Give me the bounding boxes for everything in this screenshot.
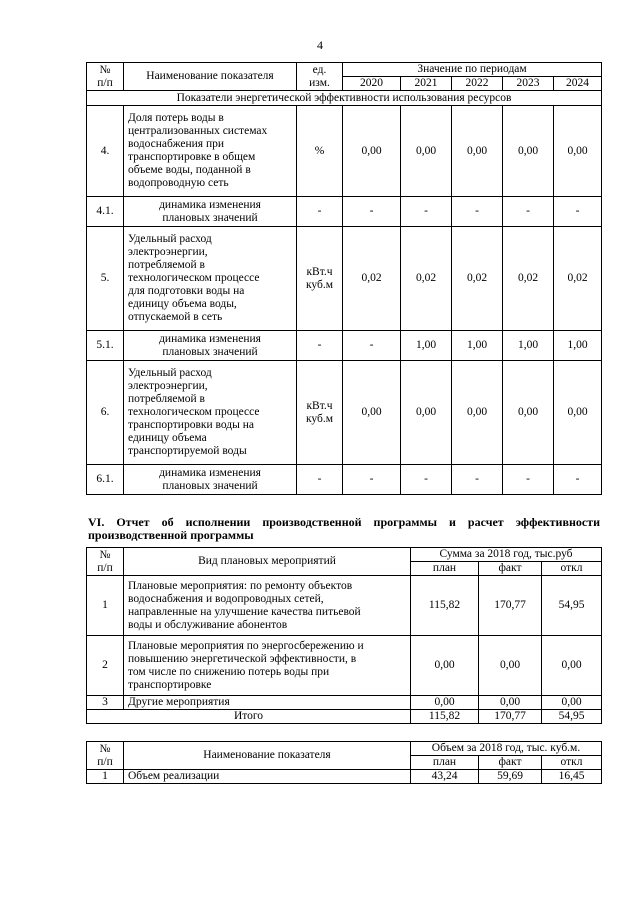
row-value: 0,00 (554, 361, 602, 465)
row-num: 6.1. (87, 465, 124, 495)
header-num: № п/п (87, 742, 124, 770)
header-name: Наименование показателя (124, 742, 411, 770)
header-name: Вид плановых мероприятий (124, 548, 411, 576)
header-col: откл (542, 562, 602, 576)
header-year: 2021 (401, 77, 452, 91)
row-name: динамика изменения плановых значений (124, 331, 297, 361)
row-value: - (401, 197, 452, 227)
row-value: 0,00 (452, 361, 503, 465)
header-year: 2020 (343, 77, 401, 91)
header-num: № п/п (87, 63, 124, 91)
table-row (87, 696, 602, 710)
row-value: 1,00 (452, 331, 503, 361)
row-value: 0,00 (343, 361, 401, 465)
header-col: план (411, 756, 479, 770)
total-row (87, 710, 602, 724)
header-year: 2024 (554, 77, 602, 91)
row-value: - (503, 197, 554, 227)
row-value: 0,00 (401, 361, 452, 465)
row-value: 0,00 (503, 361, 554, 465)
row-value: 0,00 (542, 636, 602, 696)
row-num: 3 (87, 696, 124, 710)
section-title: VI. Отчет об исполнении производственной программы и расчет эффективности производственной программы (88, 515, 600, 542)
table-header-row (87, 548, 602, 562)
row-name: динамика изменения плановых значений (124, 197, 297, 227)
header-col: откл (542, 756, 602, 770)
row-value: 1,00 (401, 331, 452, 361)
table-row (87, 576, 602, 636)
program-report-table (86, 547, 602, 724)
row-value: 0,00 (411, 636, 479, 696)
row-value: 0,00 (401, 106, 452, 197)
row-value: 115,82 (411, 576, 479, 636)
table-header-row (87, 742, 602, 756)
row-value: 0,00 (343, 106, 401, 197)
row-value: 1,00 (503, 331, 554, 361)
row-name: динамика изменения плановых значений (124, 465, 297, 495)
total-value: 54,95 (542, 710, 602, 724)
row-name: Плановые мероприятия по энергосбережению и повышению энергетической эффективности, в том числе по снижению потерь воды при транспортировке (124, 636, 411, 696)
row-value: 0,02 (503, 227, 554, 331)
row-value: 0,02 (452, 227, 503, 331)
table-row (87, 106, 602, 197)
table-row (87, 331, 602, 361)
table-row (87, 770, 602, 784)
row-unit: - (297, 465, 343, 495)
row-unit: кВт.ч куб.м (297, 227, 343, 331)
header-col: факт (479, 756, 542, 770)
row-value: 0,02 (343, 227, 401, 331)
table-row (87, 636, 602, 696)
table-row (87, 465, 602, 495)
row-value: - (343, 331, 401, 361)
header-year: 2023 (503, 77, 554, 91)
total-value: 170,77 (479, 710, 542, 724)
row-value: - (554, 465, 602, 495)
row-name: Плановые мероприятия: по ремонту объектов водоснабжения и водопроводных сетей, направленные на улучшение качества питьевой воды и обслуживание абонентов (124, 576, 411, 636)
row-unit: - (297, 197, 343, 227)
row-name: Другие мероприятия (124, 696, 411, 710)
row-num: 2 (87, 636, 124, 696)
row-value: 0,02 (554, 227, 602, 331)
row-num: 1 (87, 576, 124, 636)
row-value: 0,00 (479, 636, 542, 696)
row-value: 16,45 (542, 770, 602, 784)
row-name: Доля потерь воды в централизованных системах водоснабжения при транспортировке в общем объеме воды, поданной в водопроводную сеть (124, 106, 297, 197)
row-value: - (452, 197, 503, 227)
table-header-row (87, 63, 602, 77)
row-value: - (343, 465, 401, 495)
header-col: план (411, 562, 479, 576)
section-label: Показатели энергетической эффективности использования ресурсов (87, 91, 602, 106)
row-name: Удельный расход электроэнергии, потребляемой в технологическом процессе для подготовки воды на единицу объема воды, отпускаемой в сеть (124, 227, 297, 331)
energy-efficiency-table (86, 62, 602, 495)
row-name: Удельный расход электроэнергии, потребляемой в технологическом процессе транспортировки воды на единицу объема транспортируемой воды (124, 361, 297, 465)
header-num: № п/п (87, 548, 124, 576)
row-value: 170,77 (479, 576, 542, 636)
row-value: - (401, 465, 452, 495)
row-value: 59,69 (479, 770, 542, 784)
row-num: 5.1. (87, 331, 124, 361)
total-value: 115,82 (411, 710, 479, 724)
table-row (87, 227, 602, 331)
row-value: 0,02 (401, 227, 452, 331)
row-unit: % (297, 106, 343, 197)
row-value: 0,00 (411, 696, 479, 710)
row-num: 1 (87, 770, 124, 784)
row-num: 6. (87, 361, 124, 465)
header-unit: ед. изм. (297, 63, 343, 91)
header-sum: Сумма за 2018 год, тыс.руб (411, 548, 602, 562)
volume-table (86, 741, 602, 784)
section-row (87, 91, 602, 106)
row-value: 0,00 (503, 106, 554, 197)
row-value: 0,00 (479, 696, 542, 710)
table-row (87, 361, 602, 465)
row-unit: - (297, 331, 343, 361)
row-value: - (452, 465, 503, 495)
row-name: Объем реализации (124, 770, 411, 784)
row-value: 54,95 (542, 576, 602, 636)
row-value: 43,24 (411, 770, 479, 784)
row-num: 5. (87, 227, 124, 331)
row-value: - (503, 465, 554, 495)
page-number: 4 (317, 38, 323, 52)
row-value: - (343, 197, 401, 227)
row-value: 1,00 (554, 331, 602, 361)
row-value: 0,00 (542, 696, 602, 710)
row-value: - (554, 197, 602, 227)
table-row (87, 197, 602, 227)
row-num: 4. (87, 106, 124, 197)
header-values: Значение по периодам (343, 63, 602, 77)
header-volume: Объем за 2018 год, тыс. куб.м. (411, 742, 602, 756)
row-value: 0,00 (554, 106, 602, 197)
total-label: Итого (87, 710, 411, 724)
row-value: 0,00 (452, 106, 503, 197)
header-name: Наименование показателя (124, 63, 297, 91)
row-num: 4.1. (87, 197, 124, 227)
header-year: 2022 (452, 77, 503, 91)
row-unit: кВт.ч куб.м (297, 361, 343, 465)
header-col: факт (479, 562, 542, 576)
